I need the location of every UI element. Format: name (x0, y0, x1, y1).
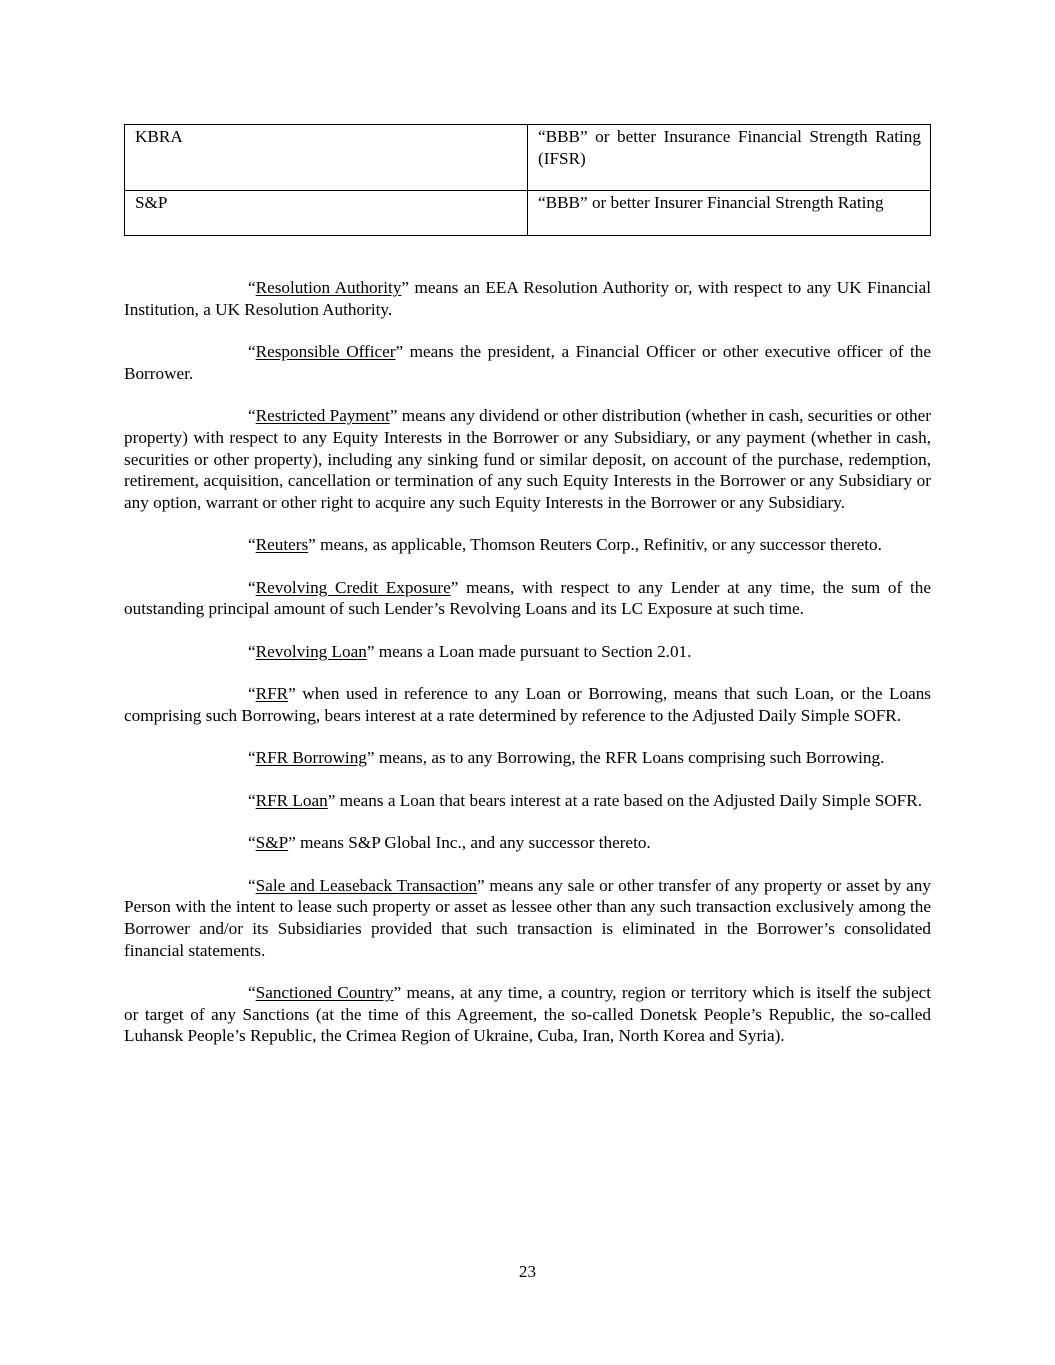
defined-term: Reuters (255, 535, 309, 555)
definition-resolution-authority: “Resolution Authority” means an EEA Resolution Authority or, with respect to any UK Financial Institution, a UK Resolution Authority. (124, 278, 931, 319)
defined-term: RFR Borrowing (255, 748, 367, 768)
definition-text: ” means, as applicable, Thomson Reuters Corp., Refinitiv, or any successor thereto. (308, 535, 882, 555)
defined-term: Revolving Credit Exposure (255, 577, 451, 597)
definition-text: ” means any dividend or other distribution (whether in cash, securities or other property) with respect to any Equity Interests in the Borrower or any Subsidiary, or any payment (whether in cash, securities or other property), including any sinking fund or similar deposit, on account of the purchase, redemption, retirement, acquisition, cancellation or termination of any such Equity Interests in the Borrower or any Subsidiary or any option, warrant or other right to acquire any such Equity Interests in the Borrower or any Subsidiary. (124, 406, 931, 512)
definition-text: ” means a Loan made pursuant to Section 2.01. (366, 641, 692, 661)
agency-cell: S&P (125, 191, 528, 236)
definition-s-and-p: “S&P” means S&P Global Inc., and any successor thereto. (248, 833, 651, 853)
defined-term: RFR (255, 684, 289, 704)
definition-rfr-borrowing: “RFR Borrowing” means, as to any Borrowing, the RFR Loans comprising such Borrowing. (248, 748, 885, 768)
definition-restricted-payment: “Restricted Payment” means any dividend or other distribution (whether in cash, securities or other property) with respect to any Equity Interests in the Borrower or any Subsidiary, or any payment (whether in cash, securities or other property), including any sinking fund or similar deposit, on account of the purchase, redemption, retirement, acquisition, cancellation or termination of any such Equity Interests in the Borrower or any Subsidiary or any option, warrant or other right to acquire any such Equity Interests in the Borrower or any Subsidiary. (124, 406, 931, 512)
definition-text: ” when used in reference to any Loan or Borrowing, means that such Loan, or the Loans comprising such Borrowing, bears interest at a rate determined by reference to the Adjusted Daily Simple SOFR. (124, 684, 931, 725)
defined-term: Sale and Leaseback Transaction (255, 875, 478, 895)
definition-sanctioned-country: “Sanctioned Country” means, at any time, a country, region or territory which is itself the subject or target of any Sanctions (at the time of this Agreement, the so-called Donetsk People’s Republic, the so-called Luhansk People’s Republic, the Crimea Region of Ukraine, Cuba, Iran, North Korea and Syria). (124, 983, 931, 1046)
definition-text: ” means, at any time, a country, region or territory which is itself the subject or target of any Sanctions (at the time of this Agreement, the so-called Donetsk People’s Republic, the so-called Luhansk People’s Republic, the Crimea Region of Ukraine, Cuba, Iran, North Korea and Syria). (124, 983, 931, 1046)
defined-term: Revolving Loan (255, 641, 367, 661)
definition-text: ” means an EEA Resolution Authority or, with respect to any UK Financial Institution, a UK Resolution Authority. (124, 278, 931, 319)
table-row (125, 191, 931, 236)
agency-cell: KBRA (125, 125, 528, 191)
defined-term: Restricted Payment (255, 406, 390, 426)
definition-text: ” means, with respect to any Lender at any time, the sum of the outstanding principal amount of such Lender’s Revolving Loans and its LC Exposure at such time. (124, 577, 931, 619)
definition-responsible-officer: “Responsible Officer” means the president, a Financial Officer or other executive officer of the Borrower. (124, 342, 931, 383)
defined-term: Sanctioned Country (255, 983, 394, 1003)
rating-requirement-cell: “BBB” or better Insurer Financial Strength Rating (528, 191, 931, 236)
defined-term: Responsible Officer (255, 342, 396, 362)
ratings-table (124, 124, 931, 236)
definition-text: ” means the president, a Financial Officer or other executive officer of the Borrower. (124, 342, 931, 383)
defined-term: Resolution Authority (255, 278, 402, 297)
page-number: 23 (518, 1262, 537, 1281)
definitions-list (124, 277, 931, 1068)
definition-revolving-credit-exposure: “Revolving Credit Exposure” means, with respect to any Lender at any time, the sum of the outstanding principal amount of such Lender’s Revolving Loans and its LC Exposure at such time. (124, 577, 931, 619)
defined-term: S&P (255, 833, 289, 853)
definition-rfr: “RFR” when used in reference to any Loan or Borrowing, means that such Loan, or the Loans comprising such Borrowing, bears interest at a rate determined by reference to the Adjusted Daily Simple SOFR. (124, 684, 931, 725)
definition-text: ” means any sale or other transfer of any property or asset by any Person with the intent to lease such property or asset as lessee other than any such transaction exclusively among the Borrower and/or its Subsidiaries provided that such transaction is eliminated in the Borrower’s consolidated financial statements. (124, 875, 931, 960)
definition-rfr-loan: “RFR Loan” means a Loan that bears interest at a rate based on the Adjusted Daily Simple SOFR. (248, 790, 923, 810)
definition-sale-and-leaseback-transaction: “Sale and Leaseback Transaction” means any sale or other transfer of any property or asset by any Person with the intent to lease such property or asset as lessee other than any such transaction exclusively among the Borrower and/or its Subsidiaries provided that such transaction is eliminated in the Borrower’s consolidated financial statements. (124, 875, 931, 960)
definition-text: ” means S&P Global Inc., and any successor thereto. (288, 833, 651, 853)
definition-revolving-loan: “Revolving Loan” means a Loan made pursuant to Section 2.01. (248, 641, 692, 661)
definition-reuters: “Reuters” means, as applicable, Thomson Reuters Corp., Refinitiv, or any successor thereto. (248, 535, 882, 555)
definition-text: ” means, as to any Borrowing, the RFR Loans comprising such Borrowing. (366, 748, 885, 768)
table-row (125, 125, 931, 191)
defined-term: RFR Loan (255, 790, 328, 810)
definition-text: ” means a Loan that bears interest at a rate based on the Adjusted Daily Simple SOFR. (327, 790, 923, 810)
rating-requirement-cell: “BBB” or better Insurance Financial Strength Rating (IFSR) (528, 125, 931, 191)
